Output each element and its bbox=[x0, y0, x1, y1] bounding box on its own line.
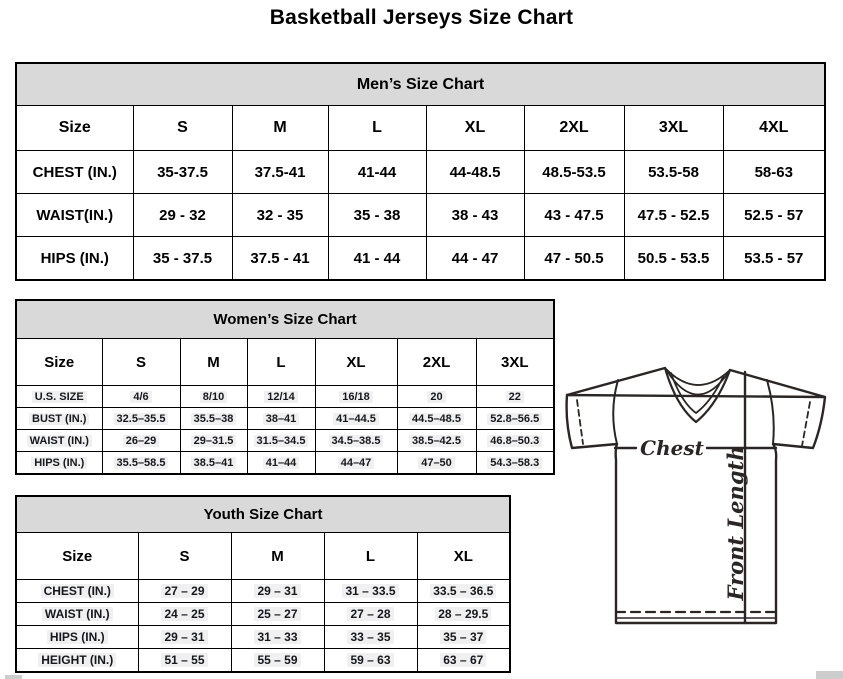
table-cell: 22 bbox=[476, 386, 554, 408]
table-cell: 31 – 33 bbox=[231, 626, 324, 649]
table-cell: 52.5 - 57 bbox=[723, 194, 825, 237]
table-cell: 32 - 35 bbox=[232, 194, 328, 237]
table-cell: 16/18 bbox=[315, 386, 397, 408]
table-cell: 8/10 bbox=[180, 386, 247, 408]
row-label: WAIST (IN.) bbox=[16, 430, 102, 452]
table-row bbox=[16, 151, 825, 194]
row-label: BUST (IN.) bbox=[16, 408, 102, 430]
table-cell: 41-44 bbox=[328, 151, 426, 194]
column-header: XL bbox=[315, 339, 397, 386]
table-title-row bbox=[16, 63, 825, 106]
row-label: WAIST (IN.) bbox=[16, 603, 138, 626]
jersey-outline bbox=[567, 368, 825, 623]
table-cell: 41–44.5 bbox=[315, 408, 397, 430]
table-cell: 4/6 bbox=[102, 386, 180, 408]
table-row bbox=[16, 237, 825, 281]
row-label: CHEST (IN.) bbox=[16, 151, 133, 194]
table-cell: 35.5–38 bbox=[180, 408, 247, 430]
table-cell: 55 – 59 bbox=[231, 649, 324, 673]
row-label: CHEST (IN.) bbox=[16, 580, 138, 603]
page-title: Basketball Jerseys Size Chart bbox=[269, 6, 574, 29]
table-cell: 41 - 44 bbox=[328, 237, 426, 281]
table-cell: 41–44 bbox=[247, 452, 315, 475]
table-cell: 44-48.5 bbox=[426, 151, 524, 194]
size-header-cell: Size bbox=[16, 106, 133, 151]
row-label: HIPS (IN.) bbox=[16, 452, 102, 475]
table-cell: 27 – 29 bbox=[138, 580, 231, 603]
column-header: 3XL bbox=[476, 339, 554, 386]
table-cell: 58-63 bbox=[723, 151, 825, 194]
table-cell: 47.5 - 52.5 bbox=[624, 194, 723, 237]
column-header: S bbox=[138, 533, 231, 580]
table-cell: 44 - 47 bbox=[426, 237, 524, 281]
table-cell: 46.8–50.3 bbox=[476, 430, 554, 452]
table-cell: 31 – 33.5 bbox=[324, 580, 417, 603]
row-label: HIPS (IN.) bbox=[16, 626, 138, 649]
table-cell: 52.8–56.5 bbox=[476, 408, 554, 430]
table-cell: 38 - 43 bbox=[426, 194, 524, 237]
column-header-row bbox=[16, 106, 825, 151]
column-header-row bbox=[16, 533, 510, 580]
table-cell: 12/14 bbox=[247, 386, 315, 408]
column-header: S bbox=[102, 339, 180, 386]
size-header-cell: Size bbox=[16, 339, 102, 386]
table-cell: 38–41 bbox=[247, 408, 315, 430]
table-cell: 35.5–58.5 bbox=[102, 452, 180, 475]
mens-chart-title: Men’s Size Chart bbox=[16, 63, 825, 106]
womens-size-chart-table bbox=[15, 299, 555, 475]
column-header: 2XL bbox=[397, 339, 476, 386]
size-header-cell: Size bbox=[16, 533, 138, 580]
youth-size-chart-table bbox=[15, 495, 511, 673]
screen-edge-artifact-right bbox=[816, 671, 843, 679]
jersey-diagram bbox=[560, 360, 832, 630]
table-cell: 47–50 bbox=[397, 452, 476, 475]
column-header: M bbox=[231, 533, 324, 580]
table-title-row bbox=[16, 300, 554, 339]
table-cell: 28 – 29.5 bbox=[417, 603, 510, 626]
table-cell: 24 – 25 bbox=[138, 603, 231, 626]
column-header: 4XL bbox=[723, 106, 825, 151]
table-cell: 50.5 - 53.5 bbox=[624, 237, 723, 281]
front-length-label: Front Length bbox=[723, 445, 748, 601]
mens-size-chart-table bbox=[15, 62, 826, 281]
table-cell: 31.5–34.5 bbox=[247, 430, 315, 452]
table-cell: 37.5 - 41 bbox=[232, 237, 328, 281]
column-header: L bbox=[328, 106, 426, 151]
table-title-row bbox=[16, 496, 510, 533]
column-header: L bbox=[324, 533, 417, 580]
table-cell: 38.5–42.5 bbox=[397, 430, 476, 452]
table-cell: 38.5–41 bbox=[180, 452, 247, 475]
table-cell: 51 – 55 bbox=[138, 649, 231, 673]
table-cell: 33.5 – 36.5 bbox=[417, 580, 510, 603]
table-cell: 20 bbox=[397, 386, 476, 408]
chest-label: Chest bbox=[640, 436, 704, 460]
row-label: WAIST(IN.) bbox=[16, 194, 133, 237]
table-row bbox=[16, 452, 554, 475]
table-row bbox=[16, 580, 510, 603]
table-cell: 35 - 38 bbox=[328, 194, 426, 237]
table-cell: 53.5 - 57 bbox=[723, 237, 825, 281]
row-label: HEIGHT (IN.) bbox=[16, 649, 138, 673]
table-cell: 44–47 bbox=[315, 452, 397, 475]
womens-chart-title: Women’s Size Chart bbox=[16, 300, 554, 339]
table-cell: 29 – 31 bbox=[231, 580, 324, 603]
column-header: XL bbox=[426, 106, 524, 151]
column-header-row bbox=[16, 339, 554, 386]
table-row bbox=[16, 649, 510, 673]
table-cell: 47 - 50.5 bbox=[524, 237, 624, 281]
table-cell: 48.5-53.5 bbox=[524, 151, 624, 194]
table-cell: 29–31.5 bbox=[180, 430, 247, 452]
column-header: L bbox=[247, 339, 315, 386]
youth-chart-title: Youth Size Chart bbox=[16, 496, 510, 533]
table-cell: 35-37.5 bbox=[133, 151, 232, 194]
table-row bbox=[16, 603, 510, 626]
table-cell: 35 - 37.5 bbox=[133, 237, 232, 281]
table-row bbox=[16, 430, 554, 452]
table-cell: 44.5–48.5 bbox=[397, 408, 476, 430]
table-row bbox=[16, 408, 554, 430]
collar-back-arc-inner bbox=[667, 371, 728, 395]
table-cell: 63 – 67 bbox=[417, 649, 510, 673]
table-cell: 34.5–38.5 bbox=[315, 430, 397, 452]
column-header: 3XL bbox=[624, 106, 723, 151]
screen-edge-artifact-left bbox=[5, 675, 22, 679]
column-header: M bbox=[180, 339, 247, 386]
table-cell: 43 - 47.5 bbox=[524, 194, 624, 237]
table-cell: 26–29 bbox=[102, 430, 180, 452]
table-cell: 27 – 28 bbox=[324, 603, 417, 626]
table-cell: 54.3–58.3 bbox=[476, 452, 554, 475]
column-header: 2XL bbox=[524, 106, 624, 151]
table-row bbox=[16, 194, 825, 237]
table-cell: 59 – 63 bbox=[324, 649, 417, 673]
column-header: S bbox=[133, 106, 232, 151]
table-cell: 32.5–35.5 bbox=[102, 408, 180, 430]
table-cell: 25 – 27 bbox=[231, 603, 324, 626]
table-cell: 29 – 31 bbox=[138, 626, 231, 649]
table-cell: 33 – 35 bbox=[324, 626, 417, 649]
table-cell: 53.5-58 bbox=[624, 151, 723, 194]
row-label: HIPS (IN.) bbox=[16, 237, 133, 281]
table-cell: 35 – 37 bbox=[417, 626, 510, 649]
column-header: M bbox=[232, 106, 328, 151]
column-header: XL bbox=[417, 533, 510, 580]
table-cell: 29 - 32 bbox=[133, 194, 232, 237]
table-row bbox=[16, 626, 510, 649]
table-cell: 37.5-41 bbox=[232, 151, 328, 194]
row-label: U.S. SIZE bbox=[16, 386, 102, 408]
table-row bbox=[16, 386, 554, 408]
